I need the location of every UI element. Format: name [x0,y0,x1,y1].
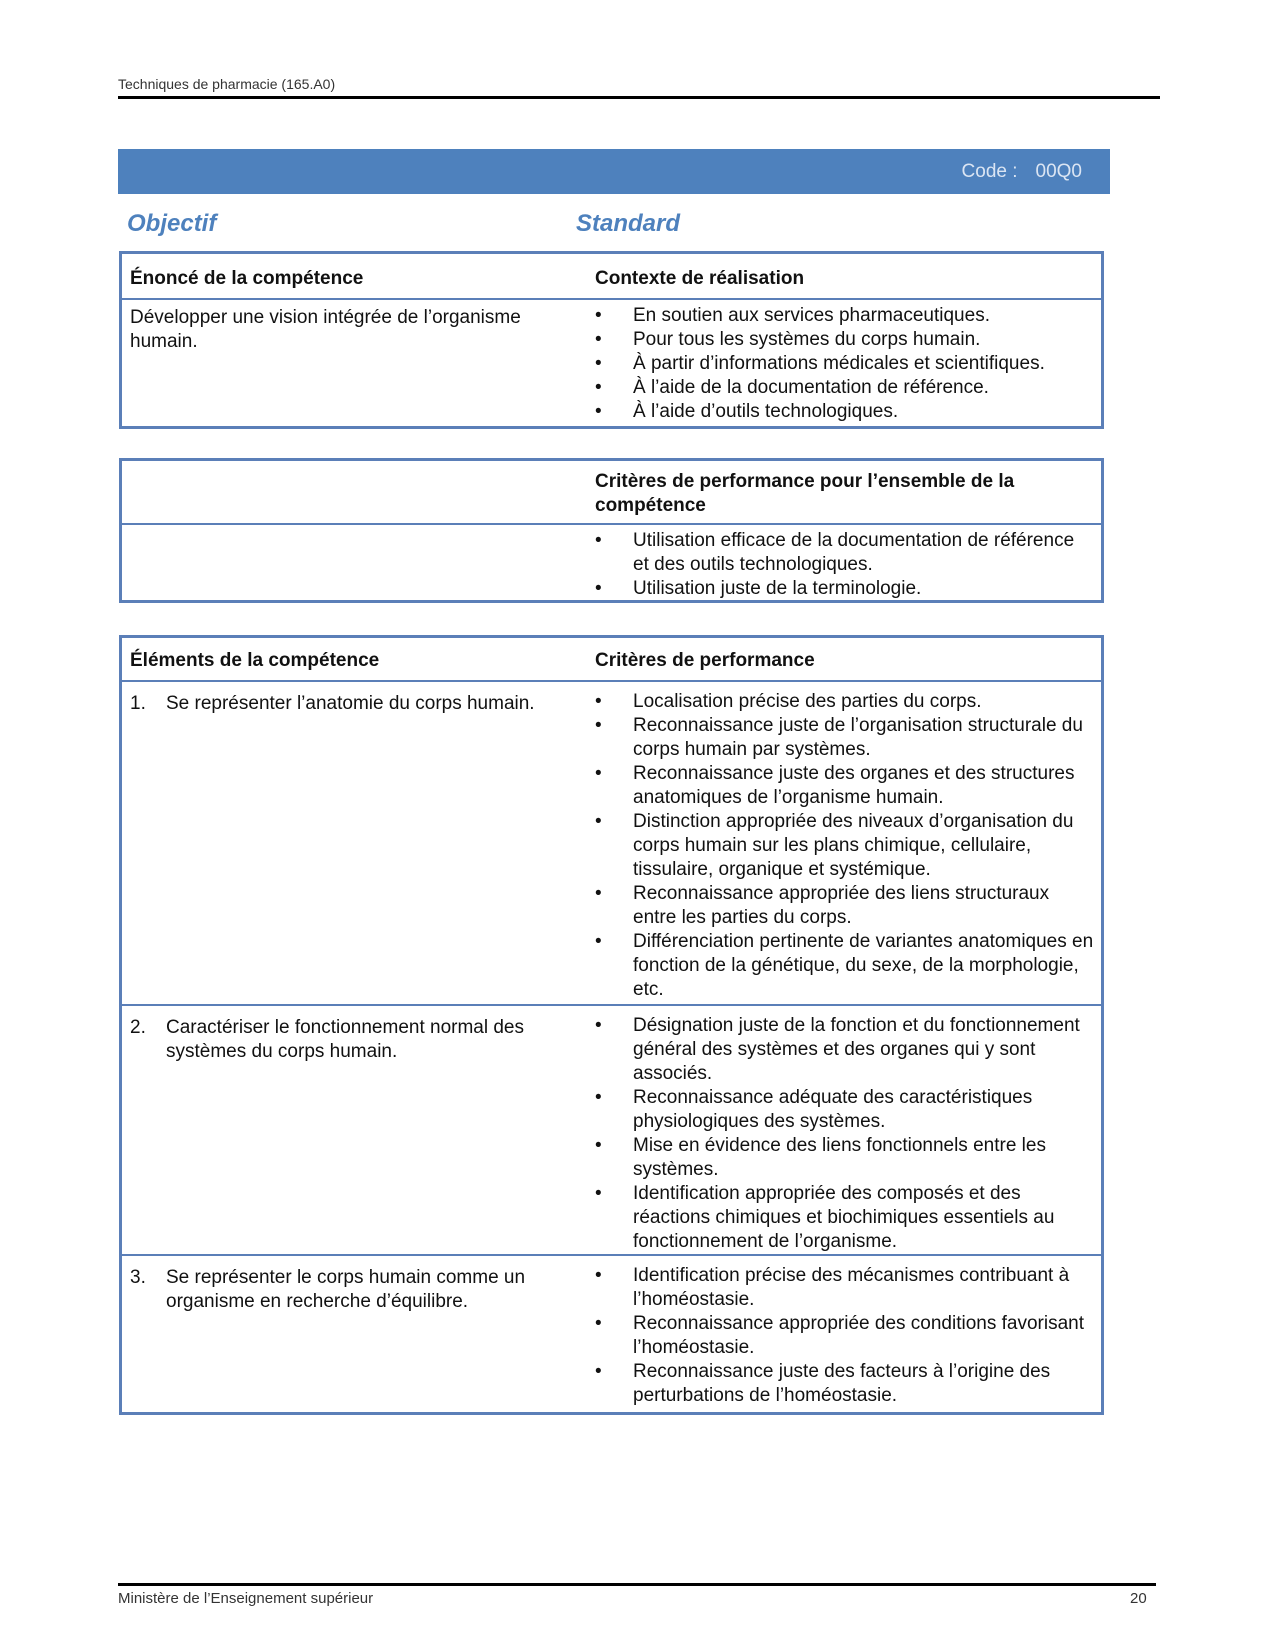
element-label: Se représenter le corps humain comme un organisme en recherche d’équilibre. [166,1267,526,1312]
header-rule [118,96,1160,99]
criterion-item: • Désignation juste de la fonction et du fonctionnement général des systèmes et des organes qui y sont associés. [595,1014,1095,1086]
criterion-item: • Différenciation pertinente de variantes anatomiques en fonction de la génétique, du sexe, de la morphologie, etc. [595,930,1095,1002]
statement-header: Énoncé de la compétence [130,268,364,289]
criteria-header: Critères de performance [595,650,815,671]
element-text [130,1016,575,1064]
overall-criterion: • Utilisation juste de la terminologie. [595,577,1095,601]
element-text [130,692,575,716]
element-row [122,1006,1101,1256]
element-text [130,1266,575,1314]
page-number: 20 [1130,1590,1147,1607]
element-number: 3. [130,1267,146,1288]
criterion-item: • Mise en évidence des liens fonctionnels entre les systèmes. [595,1134,1095,1182]
footer-ministry: Ministère de l’Enseignement supérieur [118,1590,374,1607]
criterion-item: • Reconnaissance adéquate des caractéristiques physiologiques des systèmes. [595,1086,1095,1134]
table2-header-row [122,461,1101,525]
standard-heading: Standard [576,210,681,237]
code-band [118,149,1110,194]
criterion-item: • Reconnaissance juste de l’organisation structurale du corps humain par systèmes. [595,714,1095,762]
table1-body-row [122,300,1101,426]
overall-criterion: • Utilisation efficace de la documentation de référence et des outils technologiques. [595,529,1095,577]
element-number: 1. [130,693,146,714]
document-header-title: Techniques de pharmacie (165.A0) [118,76,336,92]
context-item: • En soutien aux services pharmaceutiques. [595,304,1095,328]
element-label: Se représenter l’anatomie du corps humain. [166,693,535,714]
competency-statement: Développer une vision intégrée de l’organisme humain. [130,307,521,352]
code-label: Code : [961,161,1018,182]
criterion-item: • Reconnaissance appropriée des liens structuraux entre les parties du corps. [595,882,1095,930]
element-criteria-list [595,1264,1095,1408]
competency-statement-table [119,251,1104,429]
elements-header: Éléments de la compétence [130,650,380,671]
overall-criteria-header: Critères de performance pour l’ensemble de la compétence [595,471,1015,516]
objectif-heading: Objectif [127,210,217,237]
context-item: • À l’aide de la documentation de référence. [595,376,1095,400]
criterion-item: • Reconnaissance juste des facteurs à l’origine des perturbations de l’homéostasie. [595,1360,1095,1408]
context-item: • À l’aide d’outils technologiques. [595,400,1095,424]
context-item: • Pour tous les systèmes du corps humain. [595,328,1095,352]
table2-body-row [122,525,1101,600]
context-item: • À partir d’informations médicales et scientifiques. [595,352,1095,376]
context-header: Contexte de réalisation [595,268,805,289]
table1-header-row [122,254,1101,300]
criterion-item: • Reconnaissance juste des organes et des structures anatomiques de l’organisme humain. [595,762,1095,810]
code-value: 00Q0 [1035,161,1082,182]
element-criteria-list [595,690,1095,1002]
footer-rule [118,1583,1156,1586]
context-list [595,304,1095,424]
elements-table [119,635,1104,1415]
criterion-item: • Identification appropriée des composés et des réactions chimiques et biochimiques essentiels au fonctionnement de l’organisme. [595,1182,1095,1254]
competency-code [944,161,1082,183]
element-row [122,682,1101,1006]
overall-criteria-table [119,458,1104,603]
element-row [122,1256,1101,1412]
criterion-item: • Localisation précise des parties du corps. [595,690,1095,714]
table3-header-row [122,638,1101,682]
criterion-item: • Distinction appropriée des niveaux d’organisation du corps humain sur les plans chimique, cellulaire, tissulaire, organique et systémique. [595,810,1095,882]
criterion-item: • Reconnaissance appropriée des conditions favorisant l’homéostasie. [595,1312,1095,1360]
element-number: 2. [130,1017,146,1038]
criterion-item: • Identification précise des mécanismes contribuant à l’homéostasie. [595,1264,1095,1312]
overall-criteria-list [595,529,1095,601]
element-label: Caractériser le fonctionnement normal des systèmes du corps humain. [166,1017,525,1062]
element-criteria-list [595,1014,1095,1254]
